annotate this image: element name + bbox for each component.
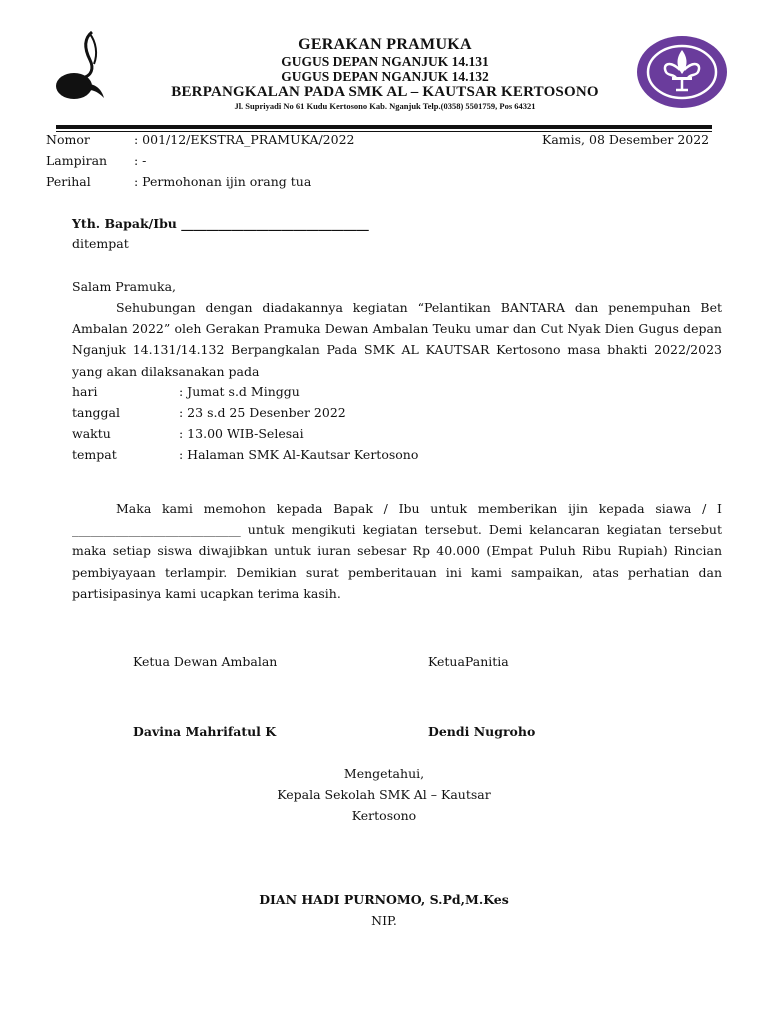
pramuka-tunas-kelapa-icon xyxy=(52,30,108,104)
left-signatory-name: Davina Mahrifatul K xyxy=(133,724,277,739)
paragraph-request: Maka kami memohon kepada Bapak / Ibu untuk memberikan ijin kepada siawa / I ___________________________ untuk mengikuti kegiatan tersebut. Demi kelancaran kegiatan tersebut maka setiap siswa diwajibkan untuk iuran sebesar Rp 40.000 (Empat Puluh Ribu Rupiah) Rincian pembiyayaan terlampir. Demikian surat pemberitauan ini kami sampaikan, atas perhatian dan partisipasinya kami ucapkan terima kasih. xyxy=(72,501,722,601)
detail-label-tanggal: tanggal xyxy=(72,405,120,420)
address-line: Jl. Supriyadi No 61 Kudu Kertosono Kab. Nganjuk Telp.(0358) 5501759, Pos 64321 xyxy=(234,101,536,111)
right-signatory-name: Dendi Nugroho xyxy=(428,724,536,739)
left-signatory-title: Ketua Dewan Ambalan xyxy=(133,654,278,669)
org-name: GERAKAN PRAMUKA xyxy=(298,36,472,53)
principal-title: Kepala Sekolah SMK Al – Kautsar xyxy=(277,787,491,802)
detail-label-tempat: tempat xyxy=(72,447,117,462)
detail-label-waktu: waktu xyxy=(72,426,111,441)
right-signatory-title: KetuaPanitia xyxy=(428,654,509,669)
unit-line-1: GUGUS DEPAN NGANJUK 14.131 xyxy=(281,54,489,69)
lampiran-label: Lampiran xyxy=(46,153,108,168)
perihal-label: Perihal xyxy=(46,174,91,189)
paragraph-intro: Sehubungan dengan diadakannya kegiatan “Pelantikan BANTARA dan penempuhan Bet Ambalan 2022” oleh Gerakan Pramuka Dewan Ambalan Teuku umar dan Cut Nyak Dien Gugus depan Nganjuk 14.131/14.132 Berpangkalan Pada SMK AL KAUTSAR Kertosono masa bhakti 2022/2023 yang akan dilaksanakan pada xyxy=(72,300,722,379)
base-line: BERPANGKALAN PADA SMK AL – KAUTSAR KERTOSONO xyxy=(171,84,599,100)
perihal-value: : Permohonan ijin orang tua xyxy=(134,174,312,189)
principal-nip: NIP. xyxy=(371,913,397,928)
lampiran-value: : - xyxy=(134,153,147,168)
recipient-line: Yth. Bapak/Ibu ______________________________ xyxy=(72,216,369,231)
detail-value-hari: : Jumat s.d Minggu xyxy=(179,384,300,399)
letter-date: Kamis, 08 Desember 2022 xyxy=(542,132,710,147)
principal-name: DIAN HADI PURNOMO, S.Pd,M.Kes xyxy=(259,892,509,907)
world-scout-fleur-de-lis-icon xyxy=(636,34,728,110)
unit-line-2: GUGUS DEPAN NGANJUK 14.132 xyxy=(281,69,489,84)
detail-value-tempat: : Halaman SMK Al-Kautsar Kertosono xyxy=(179,447,419,462)
nomor-label: Nomor xyxy=(46,132,90,147)
detail-label-hari: hari xyxy=(72,384,98,399)
principal-city: Kertosono xyxy=(351,808,417,823)
nomor-value: : 001/12/EKSTRA_PRAMUKA/2022 xyxy=(134,132,355,147)
recipient-place: ditempat xyxy=(72,236,129,251)
detail-value-waktu: : 13.00 WIB-Selesai xyxy=(179,426,304,441)
salutation: Salam Pramuka, xyxy=(72,279,177,294)
acknowledge-label: Mengetahui, xyxy=(343,766,425,781)
detail-value-tanggal: : 23 s.d 25 Desenber 2022 xyxy=(179,405,346,420)
